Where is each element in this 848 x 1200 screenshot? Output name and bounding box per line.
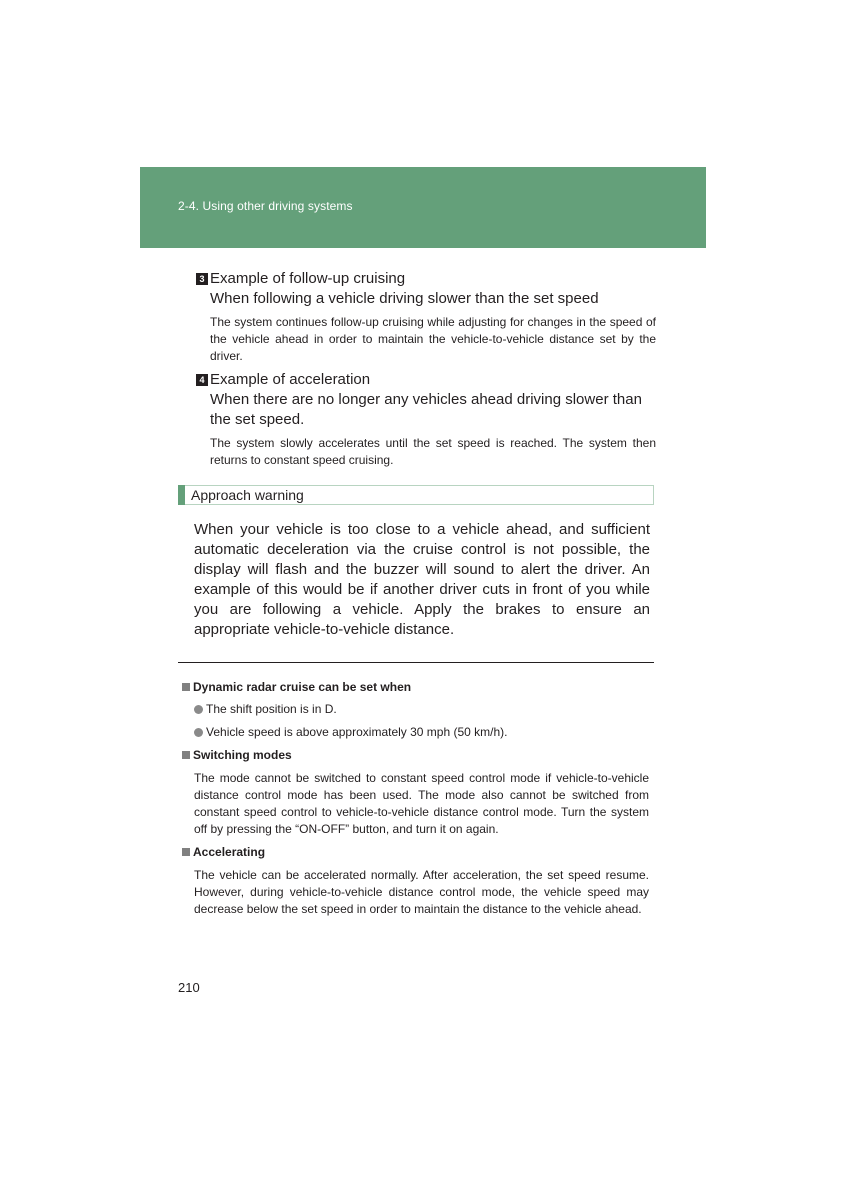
circle-bullet-icon <box>194 705 203 714</box>
square-bullet-icon <box>182 751 190 759</box>
divider <box>178 662 654 663</box>
bullet-text: Vehicle speed is above approximately 30 mph (50 km/h). <box>206 725 508 739</box>
item-subtitle: When following a vehicle driving slower than the set speed <box>210 290 599 307</box>
note-heading-text: Accelerating <box>193 845 266 859</box>
page-number: 210 <box>178 980 200 995</box>
note-heading-text: Switching modes <box>193 748 292 762</box>
note-heading-set-when <box>182 679 411 695</box>
note-heading-text: Dynamic radar cruise can be set when <box>193 680 412 694</box>
item-subtitle: When there are no longer any vehicles ahead driving slower than the set speed. <box>210 391 642 428</box>
heading-marker <box>178 485 185 505</box>
approach-warning-text: When your vehicle is too close to a vehicle ahead, and sufficient automatic deceleration via the cruise control is not possible, the display will flash and the buzzer will sound to alert the driver. An example of this would be if another driver cuts in front of you while you are following a vehicle. Apply the brakes to ensure an appropriate vehicle-to-vehicle distance. <box>194 521 650 638</box>
item-title-text: Example of follow-up cruising <box>210 270 406 287</box>
note-heading-accelerating <box>182 844 265 860</box>
example-item-3 <box>196 269 656 365</box>
section-title: 2-4. Using other driving systems <box>178 199 353 213</box>
item-description: The system slowly accelerates until the set speed is reached. The system then returns to constant speed cruising. <box>210 436 656 467</box>
item-description: The system continues follow-up cruising while adjusting for changes in the speed of the vehicle ahead in order to maintain the vehicle-to-vehicle distance set by the driver. <box>210 315 656 363</box>
number-badge-4: 4 <box>196 374 208 386</box>
section-header-band <box>140 167 706 248</box>
number-badge-3: 3 <box>196 273 208 285</box>
square-bullet-icon <box>182 848 190 856</box>
bullet-text: The shift position is in D. <box>206 702 337 716</box>
item-title-text: Example of acceleration <box>210 371 371 388</box>
approach-warning-heading: Approach warning <box>191 487 304 503</box>
square-bullet-icon <box>182 683 190 691</box>
item-title <box>196 370 656 390</box>
bullet-item <box>194 701 337 717</box>
bullet-item <box>194 724 508 740</box>
circle-bullet-icon <box>194 728 203 737</box>
approach-warning-heading-bar <box>178 485 654 505</box>
item-title <box>196 269 656 289</box>
switching-modes-text: The mode cannot be switched to constant speed control mode if vehicle-to-vehicle distance control mode has been used. The mode also cannot be switched from constant speed control to vehicle-to-vehicle distance control mode. Turn the system off by pressing the “ON-OFF” button, and turn it on again. <box>194 771 649 836</box>
note-heading-switching <box>182 747 292 763</box>
example-item-4 <box>196 370 656 469</box>
accelerating-text: The vehicle can be accelerated normally. After acceleration, the set speed resume. However, during vehicle-to-vehicle distance control mode, the vehicle speed may decrease below the set speed in order to maintain the distance to the vehicle ahead. <box>194 868 649 916</box>
